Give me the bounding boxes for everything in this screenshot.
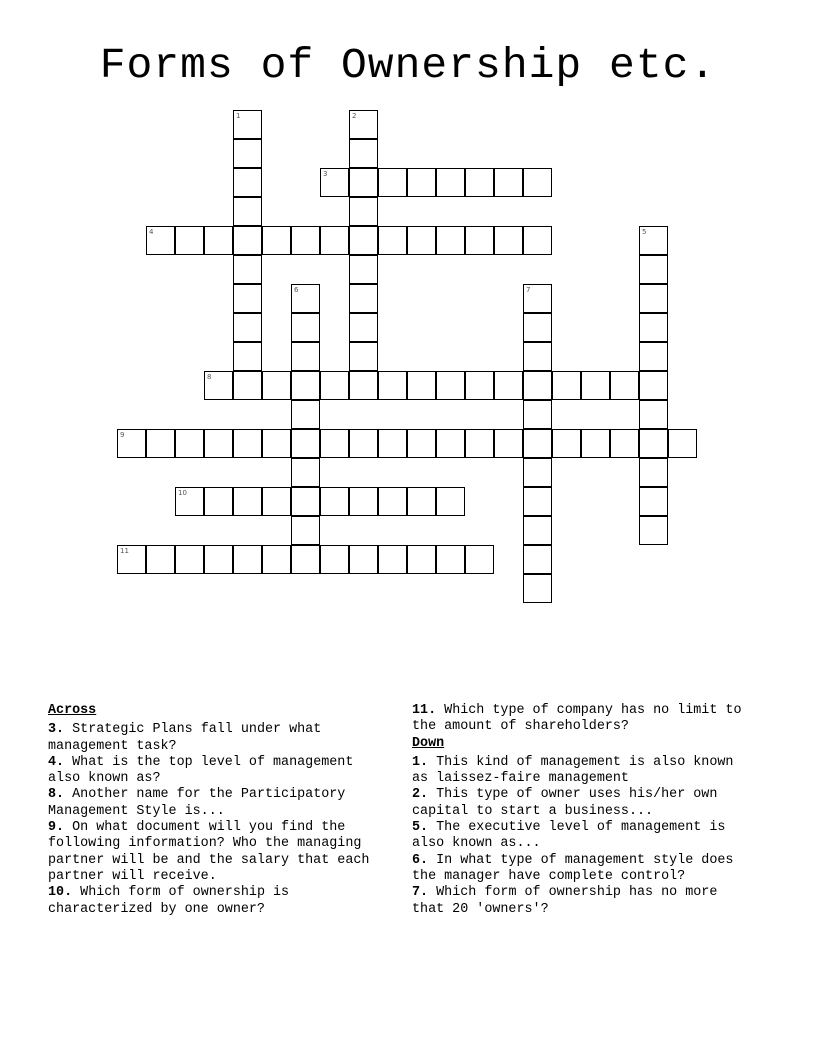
clue-text: Which type of company has no limit to the amount of shareholders? — [412, 703, 742, 735]
clue-number: 11. — [412, 703, 437, 718]
cell-number: 8 — [207, 373, 212, 381]
grid-cell[interactable] — [523, 429, 552, 458]
grid-cell[interactable] — [291, 284, 320, 313]
clue-number: 6. — [412, 852, 429, 868]
grid-cell[interactable] — [523, 458, 552, 487]
grid-cell[interactable] — [175, 226, 204, 255]
grid-cell[interactable] — [465, 429, 494, 458]
grid-cell[interactable] — [204, 226, 233, 255]
grid-cell[interactable] — [262, 226, 291, 255]
down-heading: Down — [412, 735, 445, 751]
grid-cell[interactable] — [465, 168, 494, 197]
cell-number: 2 — [352, 112, 357, 120]
grid-cell[interactable] — [378, 487, 407, 516]
clue-number: 10. — [48, 885, 73, 901]
grid-cell[interactable] — [552, 429, 581, 458]
grid-cell[interactable] — [639, 371, 668, 400]
clue-across-4 — [48, 755, 393, 788]
grid-cell[interactable] — [378, 226, 407, 255]
grid-cell[interactable] — [668, 429, 697, 458]
grid-cell[interactable] — [378, 545, 407, 574]
cell-number: 11 — [120, 547, 129, 555]
grid-cell[interactable] — [146, 226, 175, 255]
grid-cell[interactable] — [378, 371, 407, 400]
cell-number: 6 — [294, 286, 299, 294]
grid-cell[interactable] — [204, 545, 233, 574]
grid-cell[interactable] — [204, 371, 233, 400]
grid-cell[interactable] — [291, 400, 320, 429]
clue-number: 7. — [412, 885, 429, 901]
grid-cell[interactable] — [175, 429, 204, 458]
clue-text: Which form of ownership is characterized by one owner? — [48, 885, 290, 917]
grid-cell[interactable] — [523, 168, 552, 197]
grid-cell[interactable] — [639, 458, 668, 487]
cell-number: 9 — [120, 431, 125, 439]
grid-cell[interactable] — [291, 429, 320, 458]
clue-text: The executive level of management is also known as... — [412, 820, 726, 852]
grid-cell[interactable] — [117, 545, 146, 574]
grid-cell[interactable] — [233, 429, 262, 458]
clue-number: 9. — [48, 820, 65, 836]
grid-cell[interactable] — [349, 255, 378, 284]
grid-cell[interactable] — [291, 516, 320, 545]
across-heading: Across — [48, 703, 97, 718]
grid-cell[interactable] — [639, 226, 668, 255]
grid-cell[interactable] — [465, 371, 494, 400]
grid-cell[interactable] — [291, 487, 320, 516]
grid-cell[interactable] — [349, 487, 378, 516]
grid-cell[interactable] — [523, 371, 552, 400]
clue-text: Strategic Plans fall under what management task? — [48, 722, 322, 754]
clue-text: Which form of ownership has no more that 20 'owners'? — [412, 885, 718, 917]
clue-across-10 — [48, 885, 393, 918]
grid-cell[interactable] — [320, 545, 349, 574]
clue-text: In what type of management style does the manager have complete control? — [412, 852, 734, 884]
grid-cell[interactable] — [436, 226, 465, 255]
grid-cell[interactable] — [349, 139, 378, 168]
grid-cell[interactable] — [436, 487, 465, 516]
grid-cell[interactable] — [146, 545, 175, 574]
clue-number: 2. — [412, 787, 429, 803]
grid-cell[interactable] — [523, 342, 552, 371]
grid-cell[interactable] — [407, 371, 436, 400]
grid-cell[interactable] — [320, 168, 349, 197]
grid-cell[interactable] — [552, 371, 581, 400]
grid-cell[interactable] — [233, 255, 262, 284]
clue-across-11 — [412, 703, 757, 736]
grid-cell[interactable] — [523, 487, 552, 516]
clue-across-9 — [48, 820, 393, 885]
clue-number: 3. — [48, 722, 65, 738]
clue-text: This type of owner uses his/her own capital to start a business... — [412, 787, 718, 819]
clue-across-8 — [48, 787, 393, 820]
clue-number: 8. — [48, 787, 65, 803]
grid-cell[interactable] — [146, 429, 175, 458]
grid-cell[interactable] — [320, 429, 349, 458]
grid-cell[interactable] — [523, 313, 552, 342]
grid-cell[interactable] — [233, 313, 262, 342]
grid-cell[interactable] — [262, 545, 291, 574]
grid-cell[interactable] — [378, 429, 407, 458]
grid-cell[interactable] — [639, 284, 668, 313]
clue-text: Another name for the Participatory Management Style is... — [48, 787, 346, 819]
cell-number: 1 — [236, 112, 241, 120]
grid-cell[interactable] — [639, 516, 668, 545]
grid-cell[interactable] — [523, 516, 552, 545]
grid-cell[interactable] — [407, 168, 436, 197]
grid-cell[interactable] — [233, 545, 262, 574]
grid-cell[interactable] — [291, 371, 320, 400]
clue-number: 1. — [412, 754, 429, 770]
grid-cell[interactable] — [407, 429, 436, 458]
grid-cell[interactable] — [494, 429, 523, 458]
grid-cell[interactable] — [436, 168, 465, 197]
grid-cell[interactable] — [175, 545, 204, 574]
clue-text: What is the top level of management also known as? — [48, 754, 354, 787]
cell-number: 7 — [526, 286, 531, 294]
across-clue-list — [48, 722, 393, 918]
grid-cell[interactable] — [523, 400, 552, 429]
puzzle-title: Forms of Ownership etc. — [99, 41, 717, 90]
grid-cell[interactable] — [291, 545, 320, 574]
grid-cell[interactable] — [349, 371, 378, 400]
clue-down-5 — [412, 820, 757, 853]
grid-cell[interactable] — [349, 226, 378, 255]
clue-number: 5. — [412, 820, 429, 836]
clue-down-1 — [412, 755, 757, 788]
clue-down-2 — [412, 787, 757, 820]
clue-down-7 — [412, 885, 757, 918]
grid-cell[interactable] — [523, 226, 552, 255]
grid-cell[interactable] — [262, 487, 291, 516]
grid-cell[interactable] — [378, 168, 407, 197]
cell-number: 3 — [323, 170, 328, 178]
grid-cell[interactable] — [233, 168, 262, 197]
grid-cell[interactable] — [639, 400, 668, 429]
grid-cell[interactable] — [175, 487, 204, 516]
grid-cell[interactable] — [639, 487, 668, 516]
grid-cell[interactable] — [320, 487, 349, 516]
grid-cell[interactable] — [523, 545, 552, 574]
grid-cell[interactable] — [494, 226, 523, 255]
grid-cell[interactable] — [465, 226, 494, 255]
cell-number: 4 — [149, 228, 154, 236]
grid-cell[interactable] — [610, 371, 639, 400]
grid-cell[interactable] — [233, 284, 262, 313]
grid-cell[interactable] — [465, 545, 494, 574]
grid-cell[interactable] — [233, 197, 262, 226]
grid-cell[interactable] — [349, 284, 378, 313]
grid-cell[interactable] — [233, 139, 262, 168]
clue-across-3 — [48, 722, 393, 755]
grid-cell[interactable] — [436, 429, 465, 458]
grid-cell[interactable] — [291, 342, 320, 371]
grid-cell[interactable] — [494, 371, 523, 400]
grid-cell[interactable] — [204, 487, 233, 516]
clue-text: On what document will you find the following information? Who the managing partner will be and the salary that each partner will receive. — [48, 820, 370, 884]
grid-cell[interactable] — [349, 342, 378, 371]
grid-cell[interactable] — [639, 255, 668, 284]
grid-cell[interactable] — [639, 313, 668, 342]
grid-cell[interactable] — [349, 168, 378, 197]
grid-cell[interactable] — [117, 429, 146, 458]
grid-cell[interactable] — [320, 226, 349, 255]
grid-cell[interactable] — [291, 313, 320, 342]
grid-cell[interactable] — [349, 545, 378, 574]
grid-cell[interactable] — [291, 458, 320, 487]
grid-cell[interactable] — [407, 226, 436, 255]
grid-cell[interactable] — [639, 429, 668, 458]
grid-cell[interactable] — [523, 574, 552, 603]
grid-cell[interactable] — [639, 342, 668, 371]
clues-right-column — [412, 703, 757, 918]
grid-cell[interactable] — [233, 110, 262, 139]
clue-text: This kind of management is also known as laissez-faire management — [412, 754, 734, 787]
grid-cell[interactable] — [407, 487, 436, 516]
grid-cell[interactable] — [494, 168, 523, 197]
clues-left-column — [48, 703, 393, 918]
grid-cell[interactable] — [233, 342, 262, 371]
grid-cell[interactable] — [581, 371, 610, 400]
grid-cell[interactable] — [349, 197, 378, 226]
clue-down-6 — [412, 853, 757, 886]
grid-cell[interactable] — [204, 429, 233, 458]
grid-cell[interactable] — [407, 545, 436, 574]
grid-cell[interactable] — [262, 371, 291, 400]
grid-cell[interactable] — [349, 429, 378, 458]
grid-cell[interactable] — [523, 284, 552, 313]
grid-cell[interactable] — [349, 110, 378, 139]
grid-cell[interactable] — [610, 429, 639, 458]
down-clue-list — [412, 755, 757, 918]
clue-number: 4. — [48, 754, 65, 770]
grid-cell[interactable] — [233, 226, 262, 255]
grid-cell[interactable] — [581, 429, 610, 458]
grid-cell[interactable] — [436, 371, 465, 400]
grid-cell[interactable] — [291, 226, 320, 255]
cell-number: 10 — [178, 489, 187, 497]
cell-number: 5 — [642, 228, 647, 236]
grid-cell[interactable] — [262, 429, 291, 458]
grid-cell[interactable] — [233, 371, 262, 400]
grid-cell[interactable] — [349, 313, 378, 342]
grid-cell[interactable] — [436, 545, 465, 574]
grid-cell[interactable] — [320, 371, 349, 400]
grid-cell[interactable] — [233, 487, 262, 516]
